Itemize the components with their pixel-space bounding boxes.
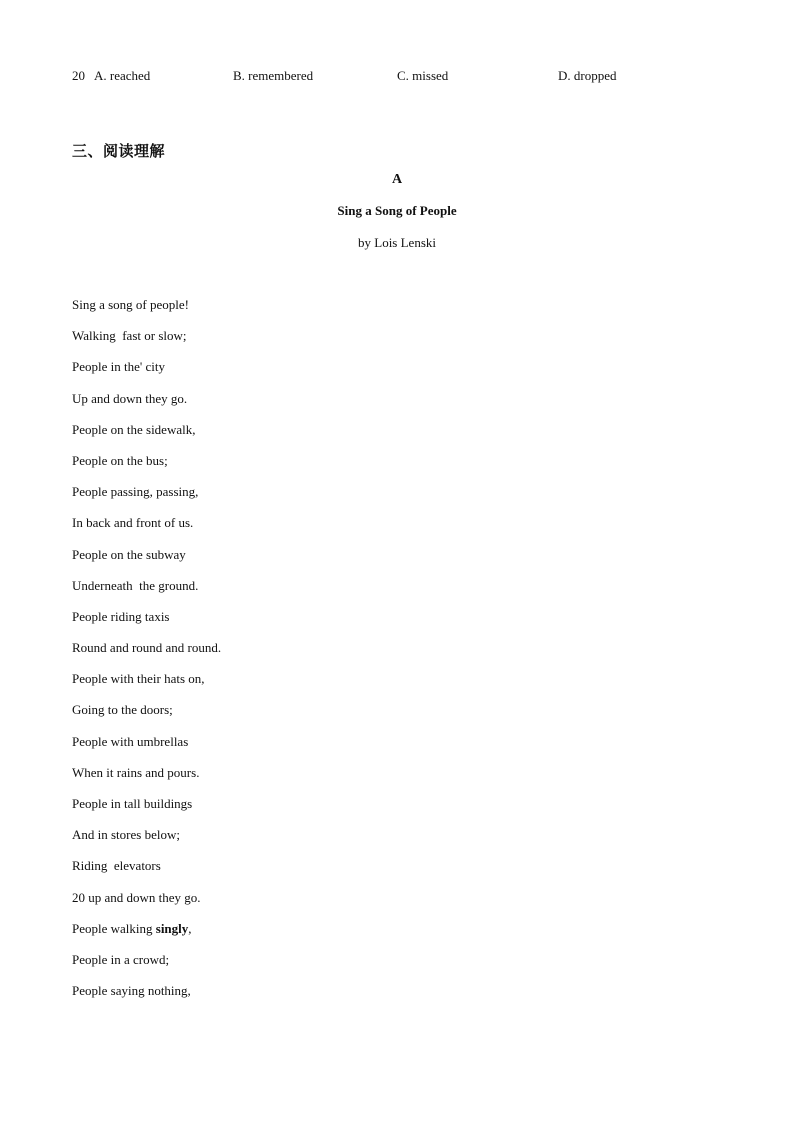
poem-line-singly (72, 921, 221, 952)
poem-line: Walking fast or slow; (72, 328, 187, 344)
poem-line: People on the subway (72, 546, 186, 562)
poem-body (72, 297, 221, 1014)
poem-line: People with their hats on, (72, 671, 205, 687)
poem-line: When it rains and pours. (72, 764, 200, 780)
poem-author: by Lois Lenski (358, 235, 436, 250)
option-b: B. remembered (233, 68, 314, 83)
poem-line: Sing a song of people! (72, 297, 189, 312)
poem-line: People on the sidewalk, (72, 421, 196, 437)
section-heading: 三、阅读理解 (72, 142, 166, 160)
poem-line: People saying nothing, (72, 983, 191, 999)
poem-line: People in a crowd; (72, 951, 170, 967)
question-number: 20 (72, 68, 85, 83)
poem-title: Sing a Song of People (337, 203, 457, 218)
poem-line: 20 up and down they go. (72, 889, 201, 905)
option-a: A. reached (94, 68, 151, 83)
poem-line: Round and round and round. (72, 640, 222, 656)
passage-letter: A (391, 172, 403, 187)
question-20-options (72, 68, 722, 86)
poem-line: Going to the doors; (72, 702, 173, 718)
poem-line: People on the bus; (72, 452, 168, 468)
poem-line: Up and down they go. (72, 390, 188, 406)
poem-line: In back and front of us. (72, 515, 194, 531)
poem-line: Underneath the ground. (72, 577, 199, 593)
poem-line: People passing, passing, (72, 484, 199, 500)
poem-line-punctuation: , (188, 920, 192, 936)
poem-line-text: People walking (72, 920, 156, 936)
poem-line: And in stores below; (72, 827, 180, 843)
poem-line: People in the' city (72, 359, 165, 375)
option-c: C. missed (397, 68, 449, 83)
option-d: D. dropped (558, 68, 617, 83)
poem-line: People with umbrellas (72, 733, 189, 749)
poem-line: People riding taxis (72, 608, 170, 624)
highlighted-word-singly: singly (155, 920, 189, 936)
poem-line: People in tall buildings (72, 796, 193, 811)
poem-line: Riding elevators (72, 858, 161, 874)
